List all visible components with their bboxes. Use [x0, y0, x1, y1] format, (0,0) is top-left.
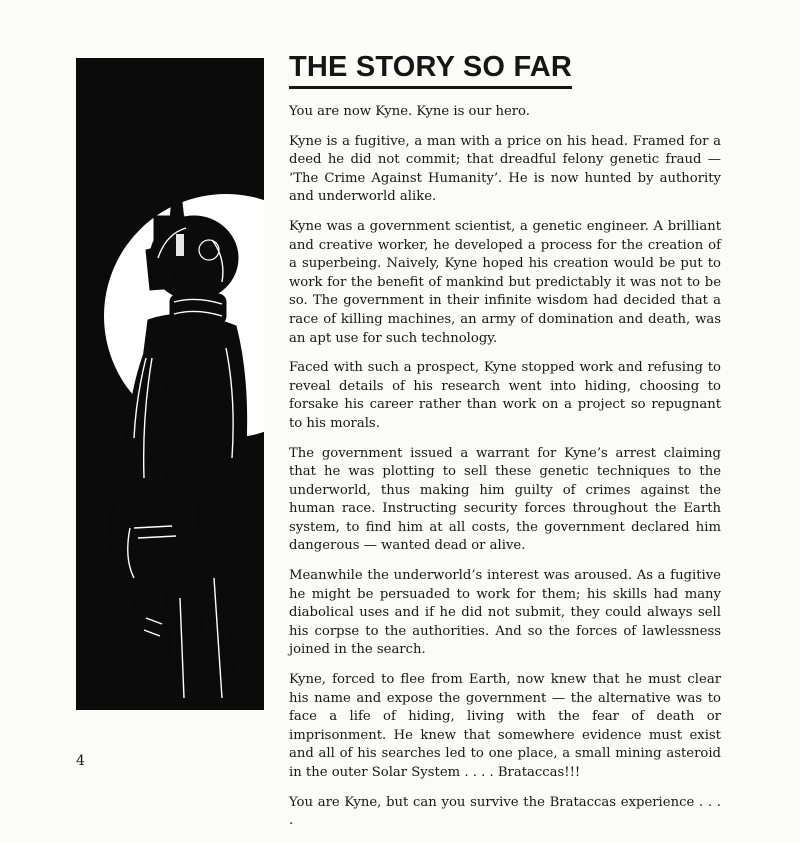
- story-paragraph-4: Faced with such a prospect, Kyne stopped work and refusing to reveal details of his research went into hiding, choosing to forsake his career rather than work on a project so repugnant to his morals.: [289, 360, 721, 431]
- story-paragraph-1: You are now Kyne. Kyne is our hero.: [289, 104, 530, 119]
- armored-figure-illustration: [76, 58, 264, 710]
- story-content: [289, 50, 721, 842]
- story-paragraph-2: Kyne is a fugitive, a man with a price on his head. Framed for a deed he did not commit; that dreadful felony genetic fraud — ‘The Crime Against Humanity’. He is now hunted by authority and underworld alike.: [289, 133, 721, 205]
- story-paragraph-7: Kyne, forced to flee from Earth, now knew that he must clear his name and expose the government — the alternative was to face a life of hiding, living with the fear of death or imprisonment. He knew that somewhere evidence must exist and all of his searches led to one place, a small mining asteroid in the outer Solar System . . . . Brataccas!!!: [289, 672, 721, 780]
- page-number: 4: [76, 753, 85, 769]
- armored-figure-artwork: [76, 58, 264, 710]
- story-paragraph-3: Kyne was a government scientist, a genetic engineer. A brilliant and creative worker, he developed a process for the creation of a superbeing. Naively, Kyne hoped his creation would be put to work for the benefit of mankind but predictably it was not to be so. The government in their infinite wisdom had decided that a race of killing machines, an army of domination and death, was an apt use for such technology.: [289, 218, 721, 346]
- story-paragraph-5: The government issued a warrant for Kyne’s arrest claiming that he was plotting to sell these genetic techniques to the underworld, thus making him guilty of crimes against the human race. Instructing security forces throughout the Earth system, to find him at all costs, the government declared him dangerous — wanted dead or alive.: [289, 445, 721, 554]
- story-paragraph-6: Meanwhile the underworld’s interest was aroused. As a fugitive he might be persuaded to work for them; his skills had many diabolical uses and if he did not submit, they could always sell his corpse to the authorities. And so the forces of lawlessness joined in the search.: [289, 568, 721, 658]
- page-title: THE STORY SO FAR: [289, 50, 572, 89]
- story-paragraph-8: You are Kyne, but can you survive the Brataccas experience . . . .: [289, 794, 721, 829]
